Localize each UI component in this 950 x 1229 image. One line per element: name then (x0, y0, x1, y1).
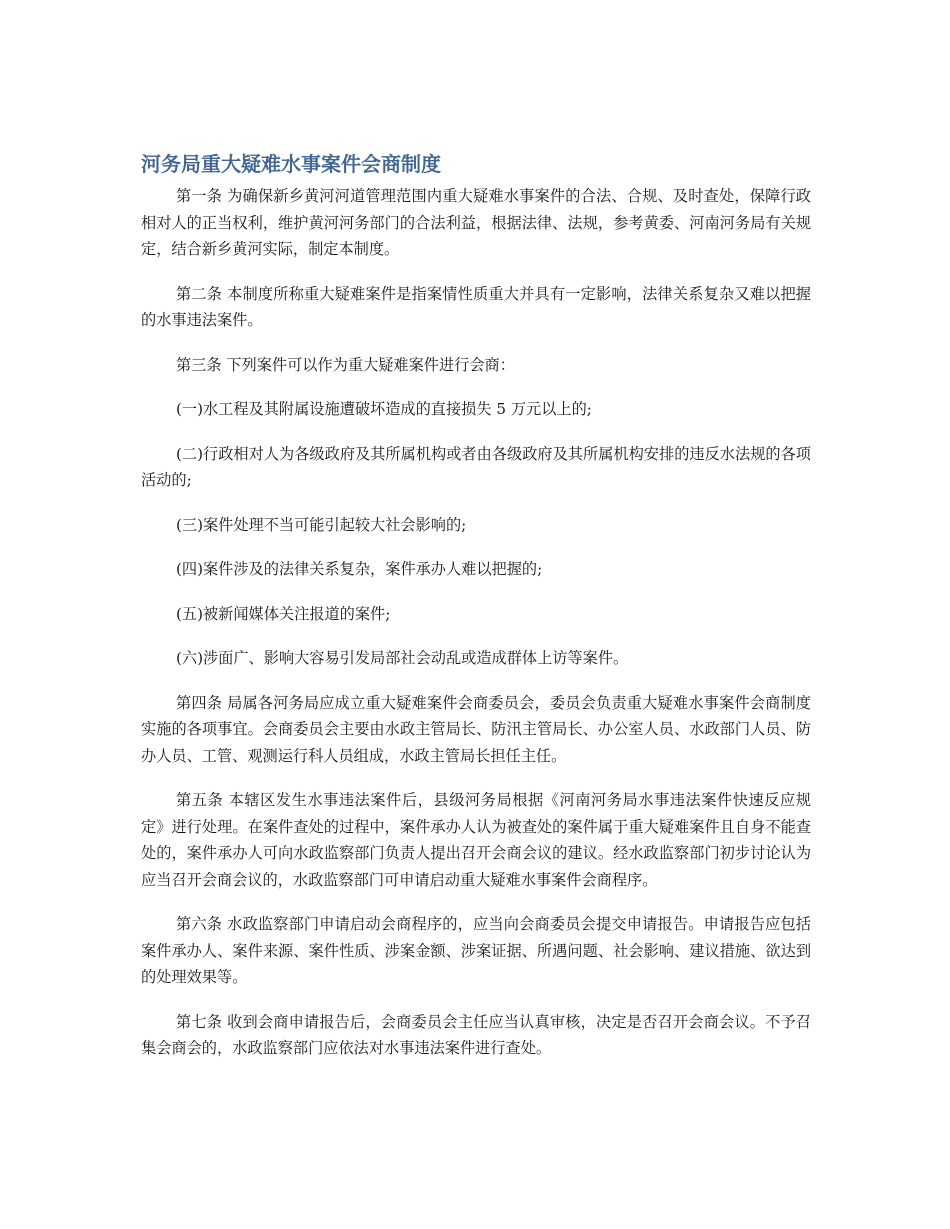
article-6-paragraph: 第六条 水政监察部门申请启动会商程序的，应当向会商委员会提交申请报告。申请报告应包括案件承办人、案件来源、案件性质、涉案金额、涉案证据、所遇问题、社会影响、建议措施、欲达到的处理效果等。 (141, 915, 811, 986)
document-title: 河务局重大疑难水事案件会商制度 (141, 152, 441, 176)
list-item-2: (二)行政相对人为各级政府及其所属机构或者由各级政府及其所属机构安排的违反水法规的各项活动的; (141, 444, 811, 489)
article-5-paragraph: 第五条 本辖区发生水事违法案件后，县级河务局根据《河南河务局水事违法案件快速反应规定》进行处理。在案件查处的过程中，案件承办人认为被查处的案件属于重大疑难案件且自身不能查处的，案件承办人可向水政监察部门负责人提出召开会商会议的建议。经水政监察部门初步讨论认为应当召开会商会议的，水政监察部门可申请启动重大疑难水事案件会商程序。 (141, 791, 811, 889)
article-1-paragraph: 第一条 为确保新乡黄河河道管理范围内重大疑难水事案件的合法、合规、及时查处，保障行政相对人的正当权利，维护黄河河务部门的合法利益，根据法律、法规，参考黄委、河南河务局有关规定，结合新乡黄河实际，制定本制度。 (141, 187, 811, 258)
list-item-1: (一)水工程及其附属设施遭破坏造成的直接损失 5 万元以上的; (175, 400, 592, 418)
list-item-3: (三)案件处理不当可能引起较大社会影响的; (175, 515, 467, 534)
article-7-paragraph: 第七条 收到会商申请报告后，会商委员会主任应当认真审核，决定是否召开会商会议。不予召集会商会的，水政监察部门应依法对水事违法案件进行查处。 (141, 1012, 811, 1057)
list-item-5: (五)被新闻媒体关注报道的案件; (175, 604, 391, 623)
article-3-paragraph: 第三条 下列案件可以作为重大疑难案件进行会商： (175, 355, 515, 374)
list-item-4: (四)案件涉及的法律关系复杂，案件承办人难以把握的; (175, 560, 543, 578)
article-2-paragraph: 第二条 本制度所称重大疑难案件是指案情性质重大并具有一定影响，法律关系复杂又难以把握的水事违法案件。 (141, 284, 811, 329)
document-body (141, 183, 811, 1080)
article-4-paragraph: 第四条 局属各河务局应成立重大疑难案件会商委员会，委员会负责重大疑难水事案件会商制度实施的各项事宜。会商委员会主要由水政主管局长、防汛主管局长、办公室人员、水政部门人员、防办人员、工管、观测运行科人员组成，水政主管局长担任主任。 (141, 693, 811, 765)
list-item-6: (六)涉面广、影响大容易引发局部社会动乱或造成群体上访等案件。 (175, 649, 629, 667)
